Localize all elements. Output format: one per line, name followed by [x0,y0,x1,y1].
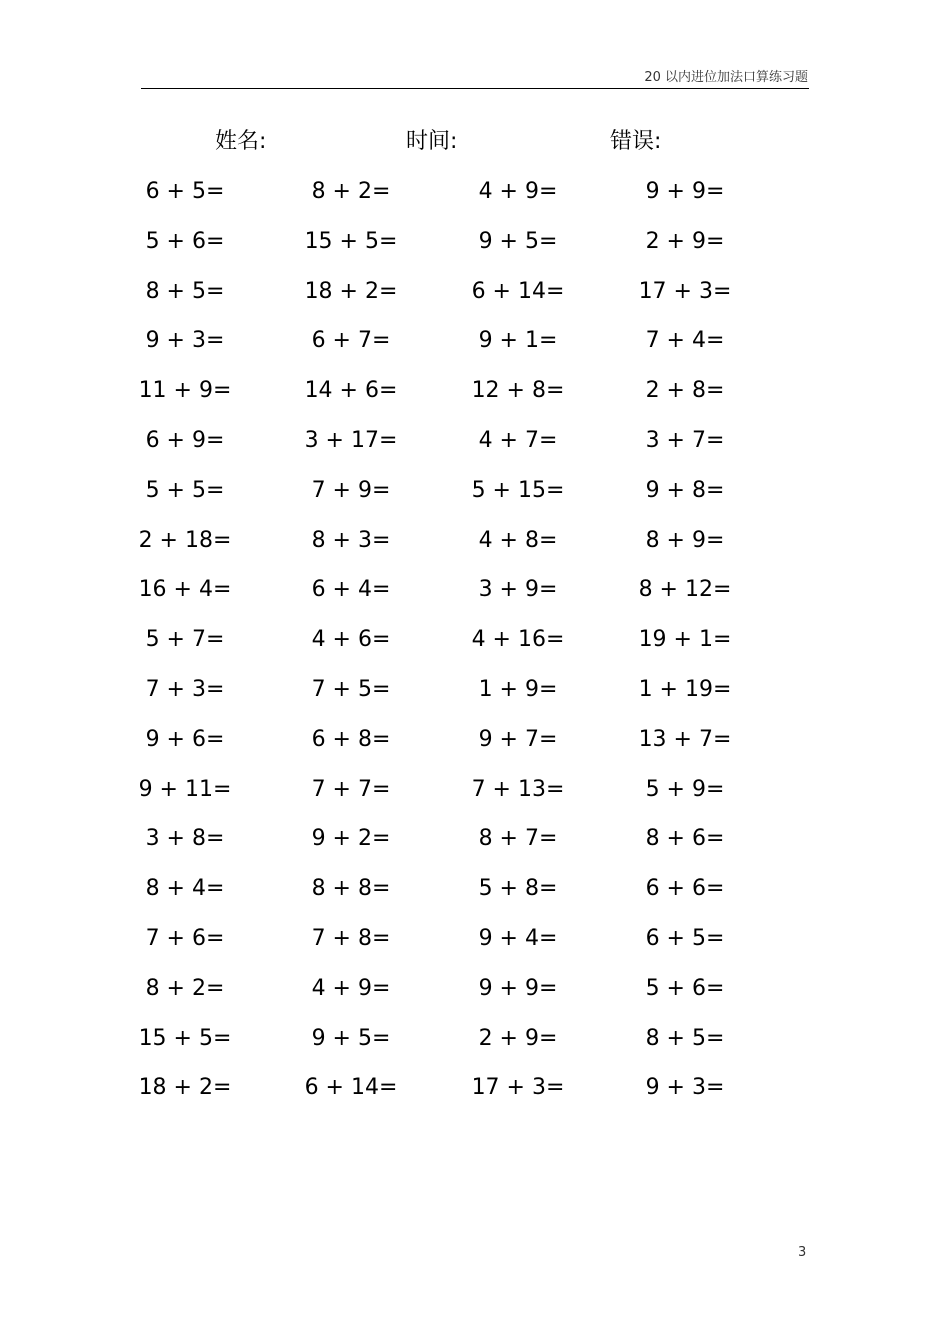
arithmetic-problem: 9 + 9= [645,179,725,204]
arithmetic-problem: 19 + 1= [638,627,732,653]
arithmetic-problem: 6 + 14= [471,278,565,304]
problem-row [0,321,950,371]
arithmetic-problem: 9 + 3= [145,328,225,354]
arithmetic-problem: 9 + 4= [478,925,558,951]
name-label: 姓名: [215,129,267,154]
arithmetic-problem: 5 + 5= [145,477,225,503]
arithmetic-problem: 6 + 4= [311,577,391,603]
arithmetic-problem: 7 + 6= [145,925,225,951]
arithmetic-problem: 16 + 4= [138,577,232,603]
arithmetic-problem: 5 + 8= [478,876,558,902]
time-label: 时间: [406,129,458,154]
problem-row [0,770,950,820]
arithmetic-problem: 6 + 14= [304,1075,398,1101]
arithmetic-problem: 9 + 1= [478,328,558,354]
arithmetic-problem: 5 + 9= [645,776,725,802]
arithmetic-problem: 6 + 8= [311,726,391,752]
arithmetic-problem: 7 + 9= [311,477,391,503]
arithmetic-problem: 7 + 8= [311,925,391,951]
problem-row [0,869,950,919]
problem-row [0,919,950,969]
arithmetic-problem: 7 + 4= [645,328,725,354]
arithmetic-problem: 5 + 15= [471,477,565,503]
arithmetic-problem: 8 + 9= [645,527,725,553]
arithmetic-problem: 4 + 16= [471,627,565,653]
arithmetic-problem: 3 + 17= [304,427,398,453]
problem-row [0,819,950,869]
arithmetic-problem: 9 + 11= [138,776,232,802]
arithmetic-problem: 7 + 13= [471,776,565,802]
arithmetic-problem: 6 + 5= [645,925,725,951]
arithmetic-problem: 1 + 19= [638,676,732,702]
arithmetic-problem: 12 + 8= [471,378,565,404]
problem-row [0,471,950,521]
arithmetic-problem: 9 + 2= [311,826,391,852]
problem-row [0,371,950,421]
arithmetic-problem: 4 + 8= [478,527,558,553]
arithmetic-problem: 7 + 7= [311,776,391,802]
student-info-row [0,124,950,164]
arithmetic-problem: 9 + 9= [478,975,558,1001]
problem-row [0,670,950,720]
arithmetic-problem: 4 + 9= [311,975,391,1001]
arithmetic-problem: 8 + 3= [311,527,391,553]
arithmetic-problem: 1 + 9= [478,676,558,702]
arithmetic-problem: 6 + 7= [311,328,391,354]
arithmetic-problem: 9 + 8= [645,477,725,503]
problem-row [0,421,950,471]
arithmetic-problem: 4 + 7= [478,427,558,453]
arithmetic-problem: 5 + 6= [645,975,725,1001]
arithmetic-problem: 8 + 2= [311,179,391,204]
arithmetic-problem: 13 + 7= [638,726,732,752]
arithmetic-problem: 4 + 9= [478,179,558,204]
arithmetic-problem: 4 + 6= [311,627,391,653]
arithmetic-problem: 15 + 5= [138,1025,232,1051]
arithmetic-problem: 15 + 5= [304,228,398,254]
arithmetic-problem: 6 + 9= [145,427,225,453]
arithmetic-problem: 6 + 6= [645,876,725,902]
arithmetic-problem: 8 + 4= [145,876,225,902]
arithmetic-problem: 5 + 6= [145,228,225,254]
arithmetic-problem: 3 + 8= [145,826,225,852]
arithmetic-problem: 8 + 2= [145,975,225,1001]
arithmetic-problem: 3 + 9= [478,577,558,603]
arithmetic-problem: 8 + 5= [145,278,225,304]
errors-label: 错误: [610,129,662,154]
problem-row [0,521,950,571]
arithmetic-problem: 7 + 5= [311,676,391,702]
arithmetic-problem: 17 + 3= [638,278,732,304]
arithmetic-problem: 8 + 12= [638,577,732,603]
arithmetic-problem: 2 + 9= [478,1025,558,1051]
arithmetic-problem: 11 + 9= [138,378,232,404]
problem-row [0,570,950,620]
header-rule [141,88,809,89]
arithmetic-problem: 8 + 6= [645,826,725,852]
problem-row [0,172,950,222]
arithmetic-problem: 3 + 7= [645,427,725,453]
arithmetic-problem: 17 + 3= [471,1075,565,1101]
arithmetic-problem: 8 + 7= [478,826,558,852]
problem-row [0,620,950,670]
arithmetic-problem: 2 + 8= [645,378,725,404]
arithmetic-problem: 9 + 6= [145,726,225,752]
arithmetic-problem: 2 + 9= [645,228,725,254]
problem-row [0,222,950,272]
problem-grid [0,172,950,1118]
arithmetic-problem: 14 + 6= [304,378,398,404]
arithmetic-problem: 9 + 7= [478,726,558,752]
problem-row [0,969,950,1019]
page-number: 3 [798,1245,807,1260]
arithmetic-problem: 8 + 8= [311,876,391,902]
arithmetic-problem: 9 + 5= [311,1025,391,1051]
problem-row [0,720,950,770]
arithmetic-problem: 9 + 3= [645,1075,725,1101]
arithmetic-problem: 18 + 2= [304,278,398,304]
arithmetic-problem: 8 + 5= [645,1025,725,1051]
arithmetic-problem: 2 + 18= [138,527,232,553]
arithmetic-problem: 6 + 5= [145,179,225,204]
arithmetic-problem: 7 + 3= [145,676,225,702]
problem-row [0,1068,950,1118]
problem-row [0,272,950,322]
arithmetic-problem: 18 + 2= [138,1075,232,1101]
header-title: 20 以内进位加法口算练习题 [644,70,808,85]
problem-row [0,1019,950,1069]
arithmetic-problem: 5 + 7= [145,627,225,653]
arithmetic-problem: 9 + 5= [478,228,558,254]
